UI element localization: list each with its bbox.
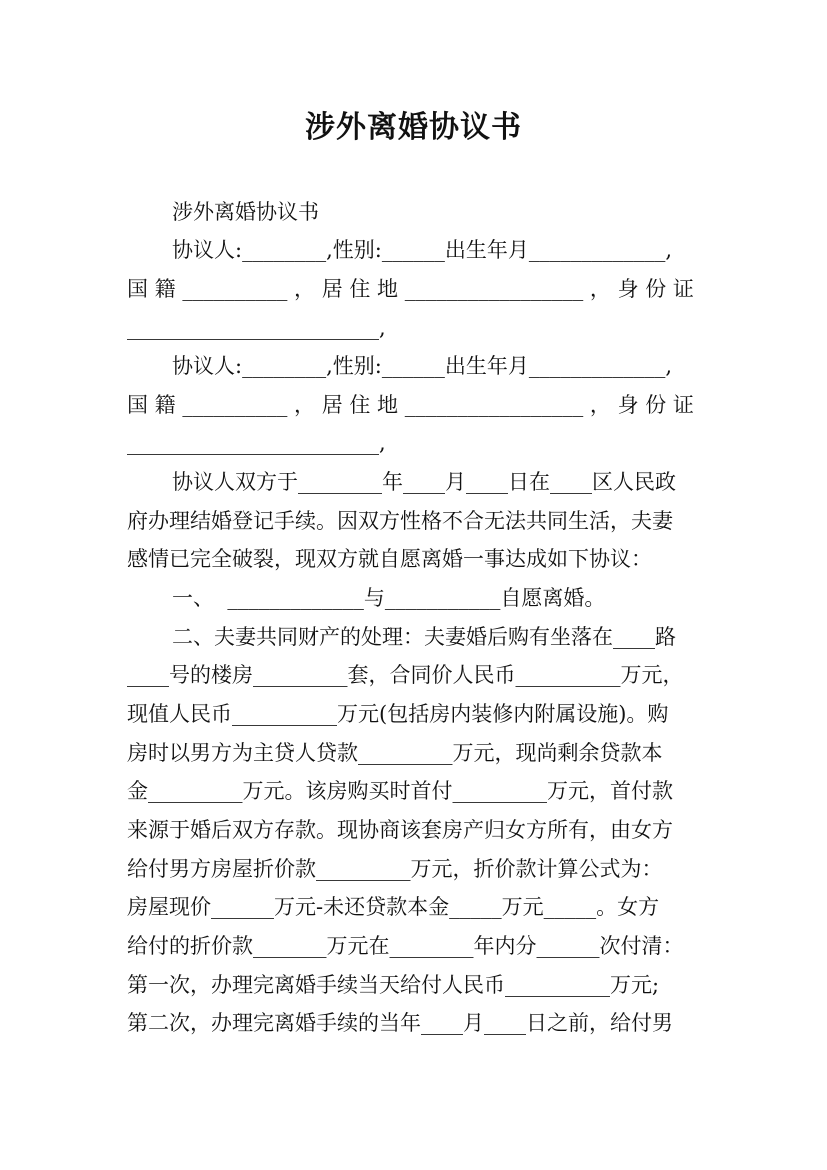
text-line: ________________________,	[127, 316, 386, 340]
text-line: 二、夫妻共同财产的处理：夫妻婚后购有坐落在____路	[172, 625, 676, 649]
text-line: 感情已完全破裂，现双方就自愿离婚一事达成如下协议：	[127, 547, 652, 571]
text-line: 国 籍 __________ ， 居 住 地 _________________ ， 身 份 证	[127, 393, 694, 417]
text-line: 给付男方房屋折价款_________万元，折价款计算公式为：	[127, 857, 663, 881]
text-line: 协议人双方于________年____月____日在____区人民政	[172, 470, 676, 494]
text-line: 现值人民币__________万元(包括房内装修内附属设施)。购	[127, 702, 669, 726]
text-line: 协议人:________,性别:______出生年月_____________,	[172, 238, 673, 262]
text-line: 第一次，办理完离婚手续当天给付人民币__________万元;	[127, 973, 660, 997]
text-line: 房屋现价______万元-未还贷款本金_____万元_____。女方	[127, 895, 660, 919]
text-line: 金_________万元。该房购买时首付_________万元，首付款	[127, 779, 673, 803]
text-line: 府办理结婚登记手续。因双方性格不合无法共同生活，夫妻	[127, 509, 673, 533]
text-line: 来源于婚后双方存款。现协商该套房产归女方所有，由女方	[127, 818, 673, 842]
text-line: 第二次，办理完离婚手续的当年____月____日之前，给付男	[127, 1011, 673, 1035]
text-line: 给付的折价款_______万元在________年内分______次付清：	[127, 934, 684, 958]
text-line: 协议人:________,性别:______出生年月_____________,	[172, 354, 673, 378]
text-line: 涉外离婚协议书	[172, 200, 319, 224]
text-line: 房时以男方为主贷人贷款_________万元，现尚剩余贷款本	[127, 741, 663, 765]
text-line: ________________________,	[127, 431, 386, 455]
document-title: 涉外离婚协议书	[305, 110, 522, 145]
text-line: ____号的楼房_________套，合同价人民币__________万元，	[127, 663, 684, 687]
text-line: 一、 _____________与___________自愿离婚。	[172, 586, 606, 610]
text-line: 国 籍 __________ ， 居 住 地 _________________ ， 身 份 证	[127, 277, 694, 301]
